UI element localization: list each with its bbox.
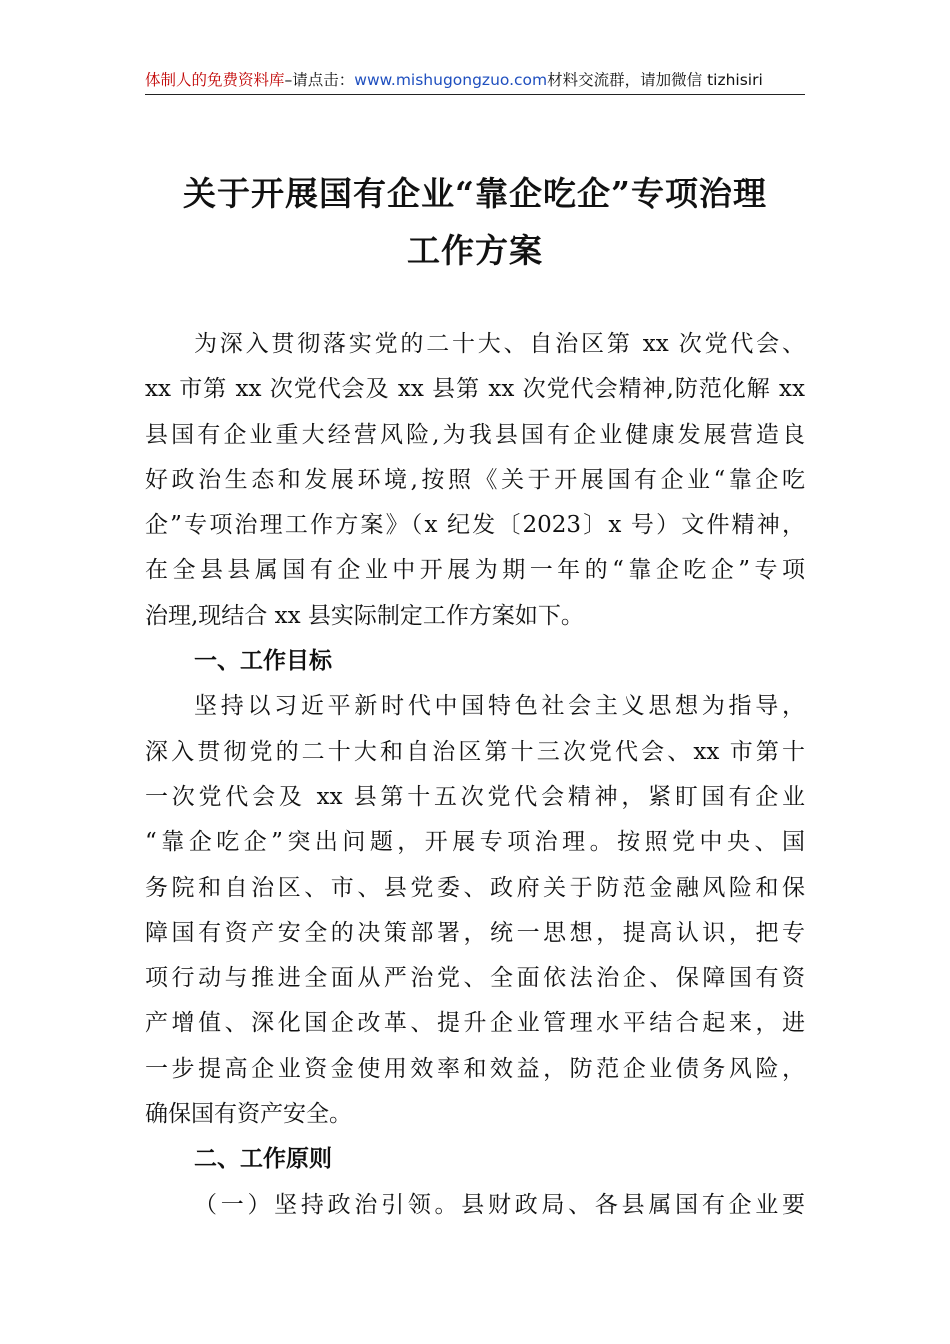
- goals-line: 一次党代会及 xx 县第十五次党代会精神，紧盯国有企业: [145, 783, 805, 810]
- section-heading-principles: 二、工作原则: [194, 1146, 332, 1173]
- section-heading-goals: 一、工作目标: [194, 648, 332, 675]
- document-body: [145, 322, 805, 1228]
- goals-line: 确保国有资产安全。: [145, 1101, 352, 1128]
- page-header: [145, 66, 805, 95]
- intro-line: 县国有企业重大经营风险,为我县国有企业健康发展营造良: [145, 421, 805, 448]
- goals-line: “靠企吃企”突出问题，开展专项治理。按照党中央、国: [145, 829, 805, 856]
- goals-line: 务院和自治区、市、县党委、政府关于防范金融风险和保: [145, 874, 805, 901]
- intro-line: 为深入贯彻落实党的二十大、自治区第 xx 次党代会、: [194, 331, 805, 357]
- goals-line: 深入贯彻党的二十大和自治区第十三次党代会、xx 市第十: [145, 738, 805, 765]
- goals-line: 产增值、深化国企改革、提升企业管理水平结合起来，进: [145, 1010, 805, 1037]
- header-prompt: –请点击：: [284, 71, 355, 89]
- intro-paragraph: [145, 322, 805, 639]
- document-title: [140, 165, 810, 279]
- goals-line: 障国有资产安全的决策部署，统一思想，提高认识，把专: [145, 919, 805, 946]
- goals-line: 项行动与推进全面从严治党、全面依法治企、保障国有资: [145, 965, 805, 992]
- title-line-2: 工作方案: [407, 231, 543, 270]
- header-tail: 材料交流群，请加微信 tizhisiri: [547, 71, 763, 89]
- title-line-1: 关于开展国有企业“靠企吃企”专项治理: [183, 174, 767, 213]
- intro-line: 在全县县属国有企业中开展为期一年的“靠企吃企”专项: [145, 557, 805, 584]
- principles-line: （一）坚持政治引领。县财政局、各县属国有企业要: [194, 1191, 805, 1218]
- principles-paragraph: [145, 1183, 805, 1228]
- header-url-link[interactable]: www.mishugongzuo.com: [354, 71, 548, 89]
- header-brand: 体制人的免费资料库: [145, 71, 285, 89]
- intro-line: 好政治生态和发展环境,按照《关于开展国有企业“靠企吃: [145, 466, 805, 493]
- intro-line: 企”专项治理工作方案》（x 纪发〔2023〕x 号）文件精神，: [145, 512, 805, 539]
- goals-line: 一步提高企业资金使用效率和效益，防范企业债务风险，: [145, 1055, 805, 1082]
- goals-line: 坚持以习近平新时代中国特色社会主义思想为指导，: [194, 693, 805, 720]
- intro-line: xx 市第 xx 次党代会及 xx 县第 xx 次党代会精神,防范化解 xx: [145, 376, 805, 403]
- intro-line: 治理,现结合 xx 县实际制定工作方案如下。: [145, 602, 584, 629]
- goals-paragraph: [145, 684, 805, 1137]
